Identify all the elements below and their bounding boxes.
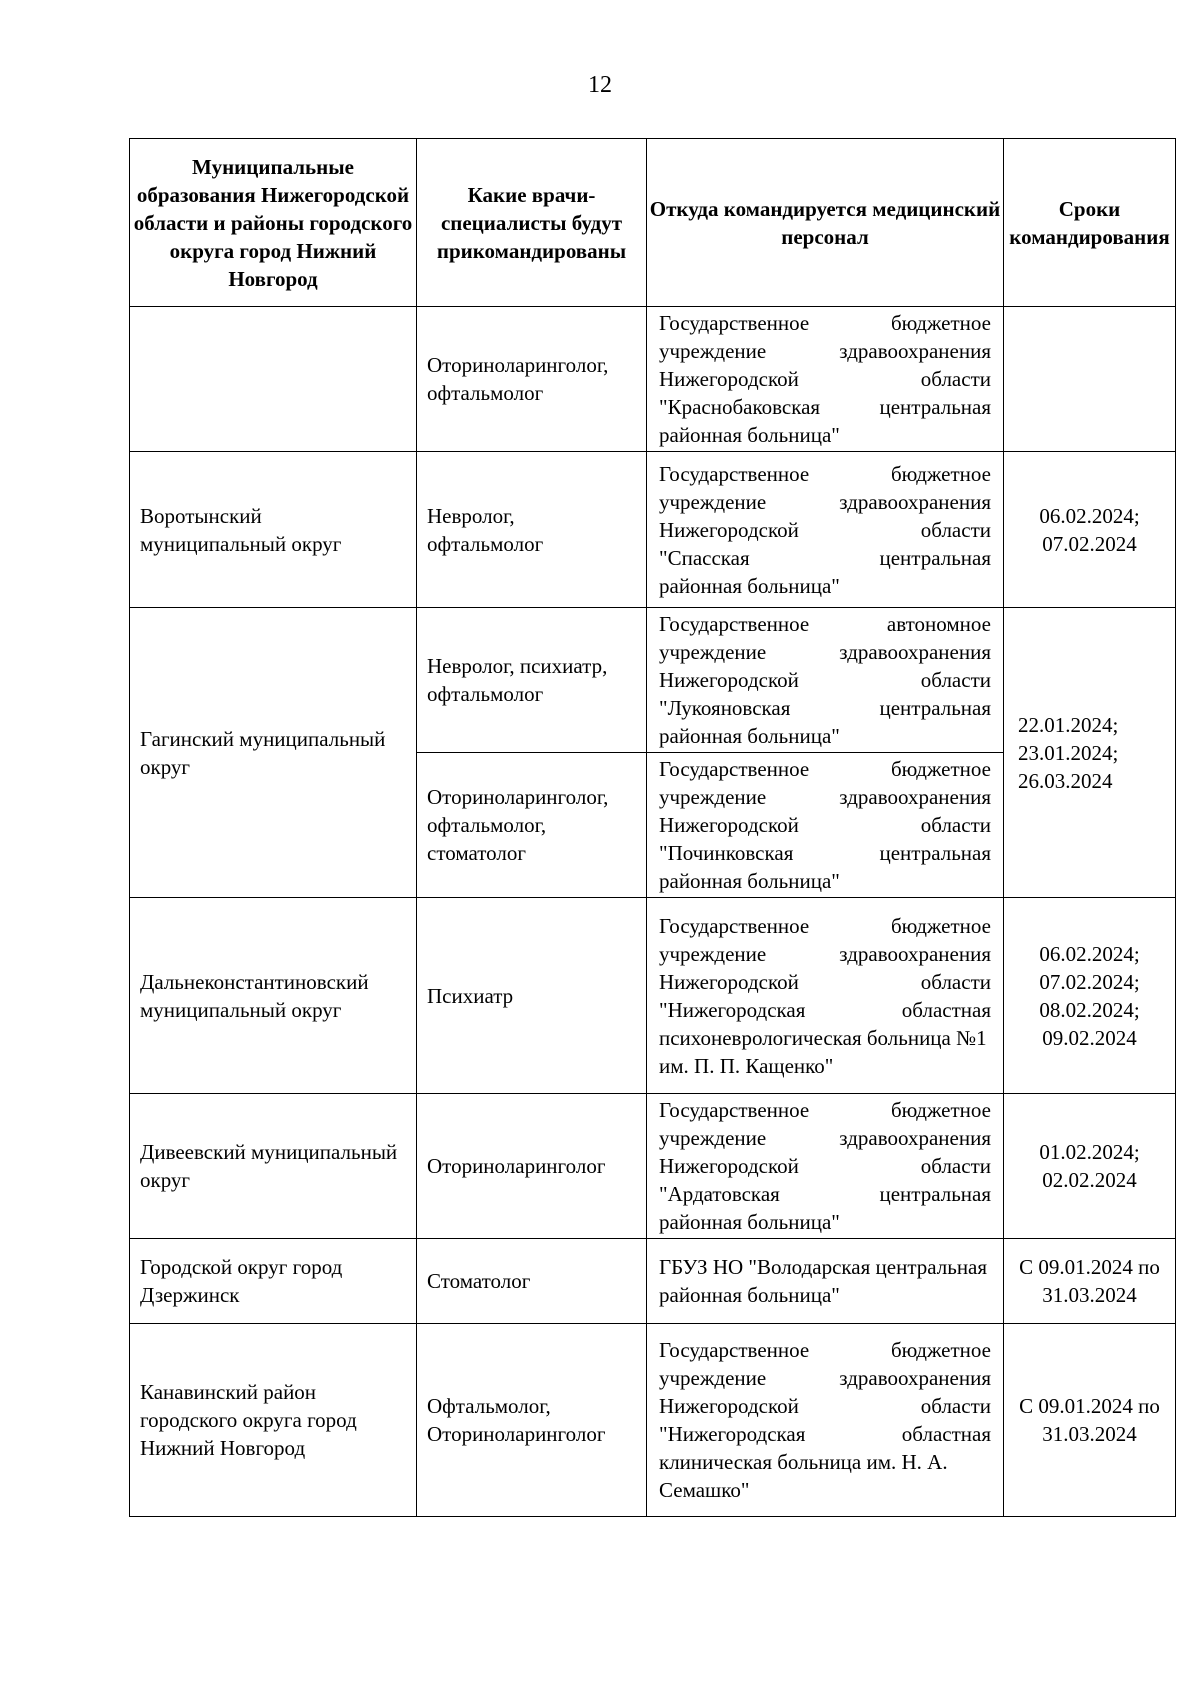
municipality-cell	[130, 307, 417, 452]
page-number: 12	[588, 72, 612, 98]
specialists-cell: Оториноларинголог, офтальмолог	[417, 307, 647, 452]
source-cell: Государственное бюджетное учреждение здравоохранения Нижегородской области "Нижегородская областная клиническая больница им. Н. А. Семашко"	[647, 1324, 1004, 1517]
dates-cell: 22.01.2024; 23.01.2024; 26.03.2024	[1004, 608, 1176, 898]
assignment-table	[129, 138, 1176, 1517]
dates-cell: 06.02.2024; 07.02.2024; 08.02.2024; 09.02.2024	[1004, 898, 1176, 1094]
header-municipality: Муниципальные образования Нижегородской области и районы городского округа город Нижний Новгород	[130, 139, 417, 307]
specialists-cell: Офтальмолог, Оториноларинголог	[417, 1324, 647, 1517]
source-cell: Государственное бюджетное учреждение здравоохранения Нижегородской области "Ардатовская центральная районная больница"	[647, 1094, 1004, 1239]
municipality-cell: Воротынский муниципальный округ	[130, 452, 417, 608]
source-cell: Государственное бюджетное учреждение здравоохранения Нижегородской области "Нижегородская областная психоневрологическая больница №1 им. П. П. Кащенко"	[647, 898, 1004, 1094]
specialists-cell: Оториноларинголог, офтальмолог, стоматолог	[417, 753, 647, 898]
municipality-cell: Дальнеконстантиновский муниципальный округ	[130, 898, 417, 1094]
source-cell: Государственное бюджетное учреждение здравоохранения Нижегородской области "Спасская центральная районная больница"	[647, 452, 1004, 608]
dates-cell: С 09.01.2024 по 31.03.2024	[1004, 1324, 1176, 1517]
dates-cell	[1004, 307, 1176, 452]
source-cell: Государственное бюджетное учреждение здравоохранения Нижегородской области "Краснобаковская центральная районная больница"	[647, 307, 1004, 452]
source-cell: ГБУЗ НО "Володарская центральная районная больница"	[647, 1239, 1004, 1324]
specialists-cell: Невролог, психиатр, офтальмолог	[417, 608, 647, 753]
specialists-cell: Психиатр	[417, 898, 647, 1094]
table-row	[130, 898, 1176, 1094]
dates-cell: 06.02.2024; 07.02.2024	[1004, 452, 1176, 608]
dates-cell: 01.02.2024; 02.02.2024	[1004, 1094, 1176, 1239]
table-row	[130, 1324, 1176, 1517]
municipality-cell: Дивеевский муниципальный округ	[130, 1094, 417, 1239]
table-row	[130, 1094, 1176, 1239]
specialists-cell: Стоматолог	[417, 1239, 647, 1324]
header-dates: Сроки командирования	[1004, 139, 1176, 307]
header-source: Откуда командируется медицинский персонал	[647, 139, 1004, 307]
dates-cell: С 09.01.2024 по 31.03.2024	[1004, 1239, 1176, 1324]
table-row	[130, 307, 1176, 452]
municipality-cell: Гагинский муниципальный округ	[130, 608, 417, 898]
table-row	[130, 452, 1176, 608]
municipality-cell: Городской округ город Дзержинск	[130, 1239, 417, 1324]
table-row	[130, 1239, 1176, 1324]
header-specialists: Какие врачи-специалисты будут прикомандированы	[417, 139, 647, 307]
source-cell: Государственное автономное учреждение здравоохранения Нижегородской области "Лукояновская центральная районная больница"	[647, 608, 1004, 753]
specialists-cell: Оториноларинголог	[417, 1094, 647, 1239]
source-cell: Государственное бюджетное учреждение здравоохранения Нижегородской области "Починковская центральная районная больница"	[647, 753, 1004, 898]
table-row	[130, 608, 1176, 753]
specialists-cell: Невролог, офтальмолог	[417, 452, 647, 608]
municipality-cell: Канавинский район городского округа город Нижний Новгород	[130, 1324, 417, 1517]
